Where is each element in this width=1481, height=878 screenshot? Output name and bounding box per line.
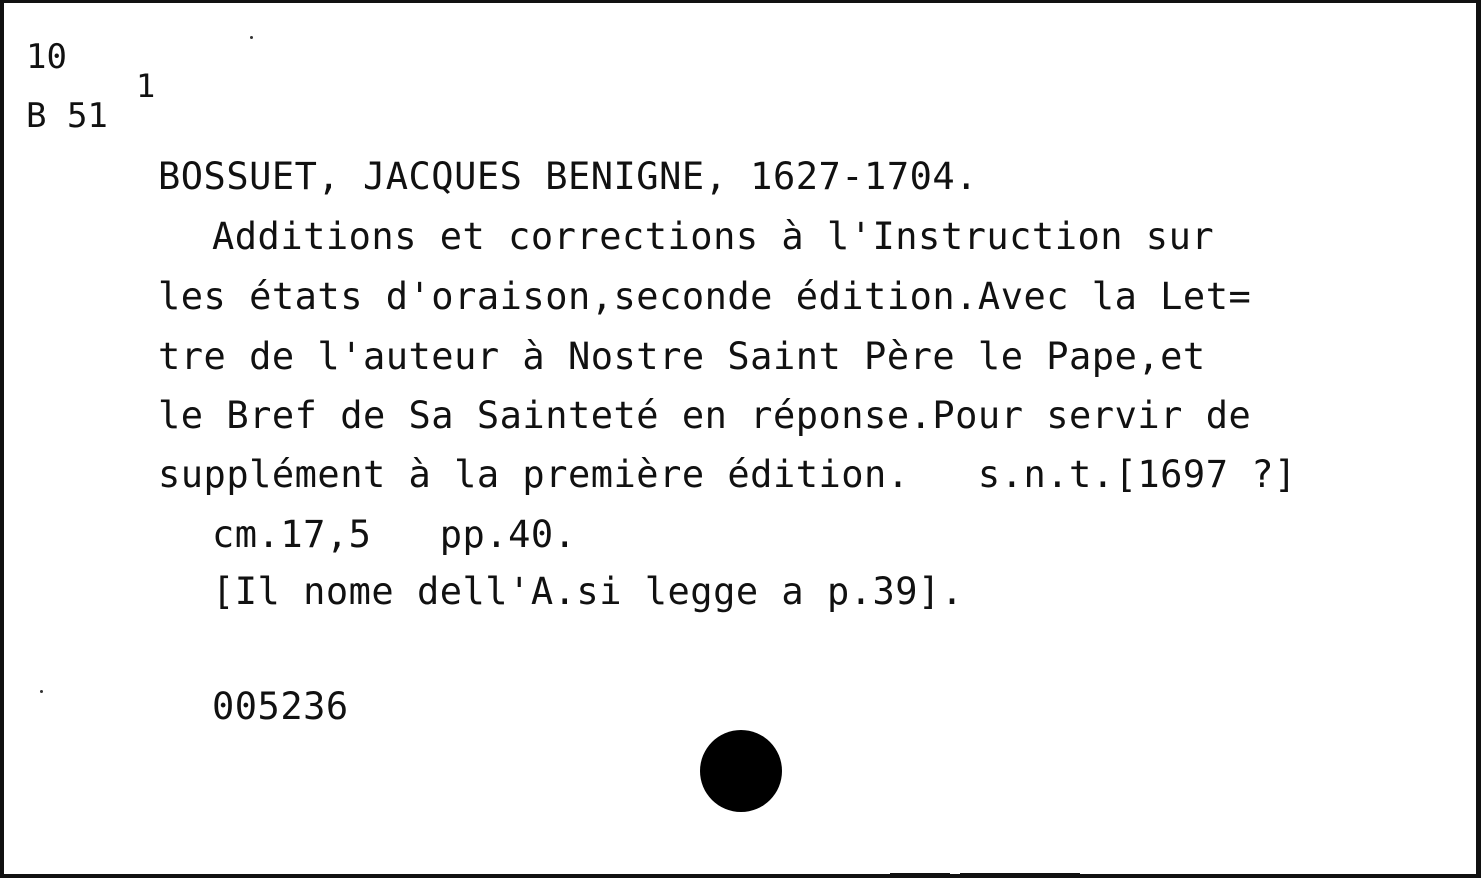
title-line-4: le Bref de Sa Sainteté en réponse.Pour servir de <box>158 394 1252 437</box>
card-border-top <box>0 0 1481 3</box>
physical-description: cm.17,5 pp.40. <box>212 513 577 556</box>
title-line-1: Additions et corrections à l'Instruction sur <box>212 215 1215 258</box>
call-number-line2: B 51 <box>26 96 108 136</box>
call-number-superscript: 1 <box>136 67 156 105</box>
inventory-number: 005236 <box>212 685 349 728</box>
call-number-line1: 10 <box>26 37 67 77</box>
card-border-right <box>1476 0 1481 878</box>
card-border-bottom <box>0 874 1481 878</box>
punch-hole <box>700 730 782 812</box>
title-line-3: tre de l'auteur à Nostre Saint Père le Pape,et <box>158 335 1206 378</box>
speck-mark <box>250 36 253 39</box>
edge-mark <box>960 873 1080 876</box>
speck-mark <box>40 690 43 693</box>
card-border-left <box>0 0 4 878</box>
note-line: [Il nome dell'A.si legge a p.39]. <box>212 570 964 613</box>
edge-mark <box>890 873 950 876</box>
author-heading: BOSSUET, JACQUES BENIGNE, 1627-1704. <box>158 155 978 198</box>
title-line-2: les états d'oraison,seconde édition.Avec la Let= <box>158 275 1252 318</box>
title-line-5: supplément à la première édition. s.n.t.[1697 ?] <box>158 453 1297 496</box>
